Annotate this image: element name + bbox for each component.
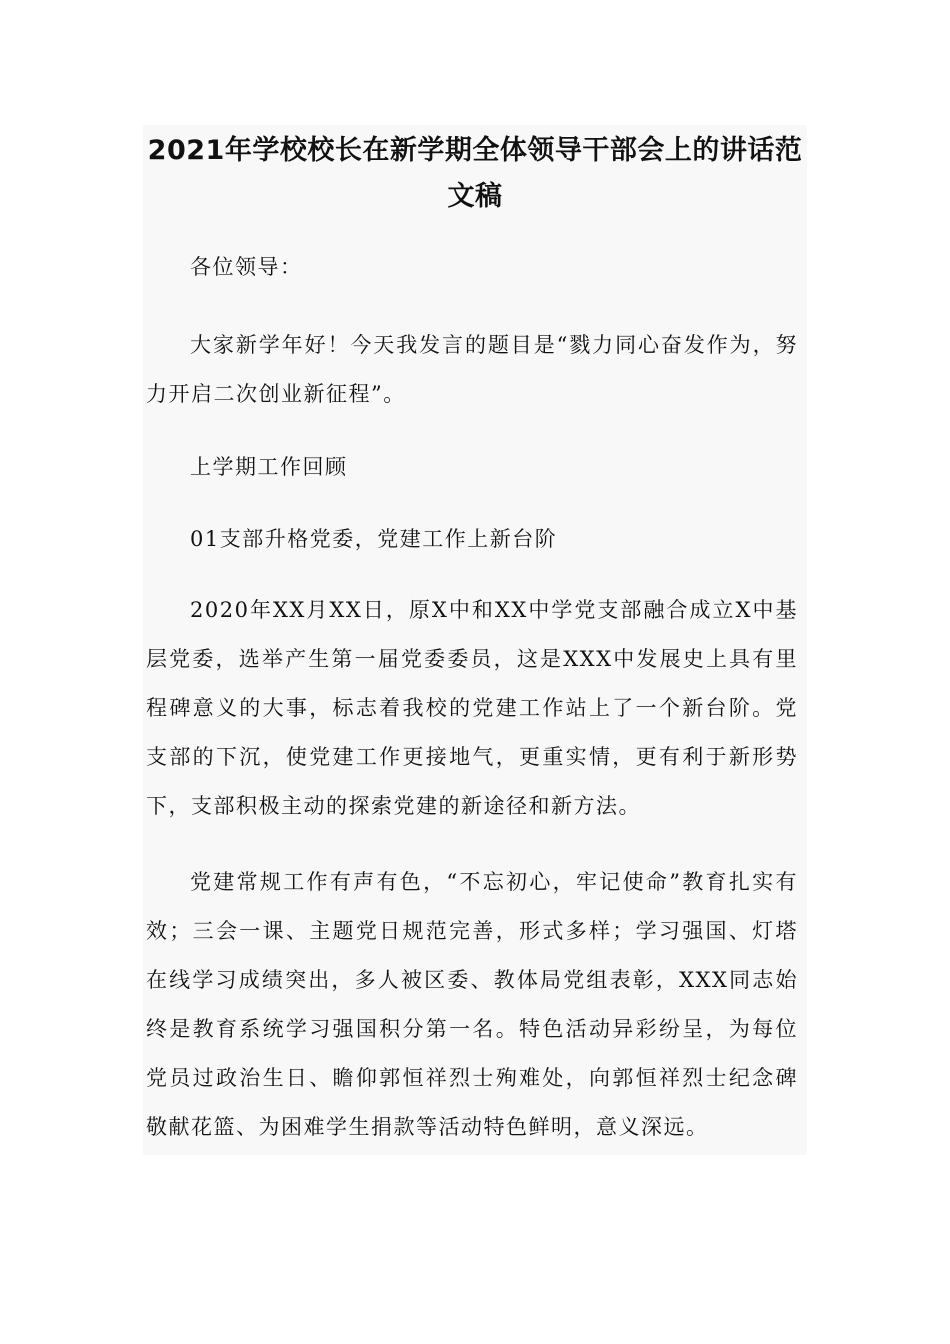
document-title: 2021年学校校长在新学期全体领导干部会上的讲话范文稿	[147, 135, 803, 212]
section-heading: 上学期工作回顾	[190, 455, 348, 479]
body-paragraph-1: 2020年XX月XX日，原X中和XX中学党支部融合成立X中基层党委，选举产生第一届党委委员，这是XXX中发展史上具有里程碑意义的大事，标志着我校的党建工作站上了一个新台阶。党支部的下沉，使党建工作更接地气，更重实情，更有利于新形势下，支部积极主动的探索党建的新途径和新方法。	[146, 598, 798, 818]
body-paragraph-2: 党建常规工作有声有色，“不忘初心，牢记使命”教育扎实有效；三会一课、主题党日规范完善，形式多样；学习强国、灯塔在线学习成绩突出，多人被区委、教体局党组表彰，XXX同志始终是教育系统学习强国积分第一名。特色活动异彩纷呈，为每位党员过政治生日、瞻仰郭恒祥烈士殉难处，向郭恒祥烈士纪念碑敬献花篮、为困难学生捐款等活动特色鲜明，意义深远。	[146, 870, 798, 1139]
subsection-heading: 01支部升格党委，党建工作上新台阶	[190, 527, 558, 551]
greeting-paragraph: 各位领导：	[190, 255, 303, 279]
intro-paragraph: 大家新学年好！今天我发言的题目是“戮力同心奋发作为，努力开启二次创业新征程”。	[146, 333, 798, 406]
